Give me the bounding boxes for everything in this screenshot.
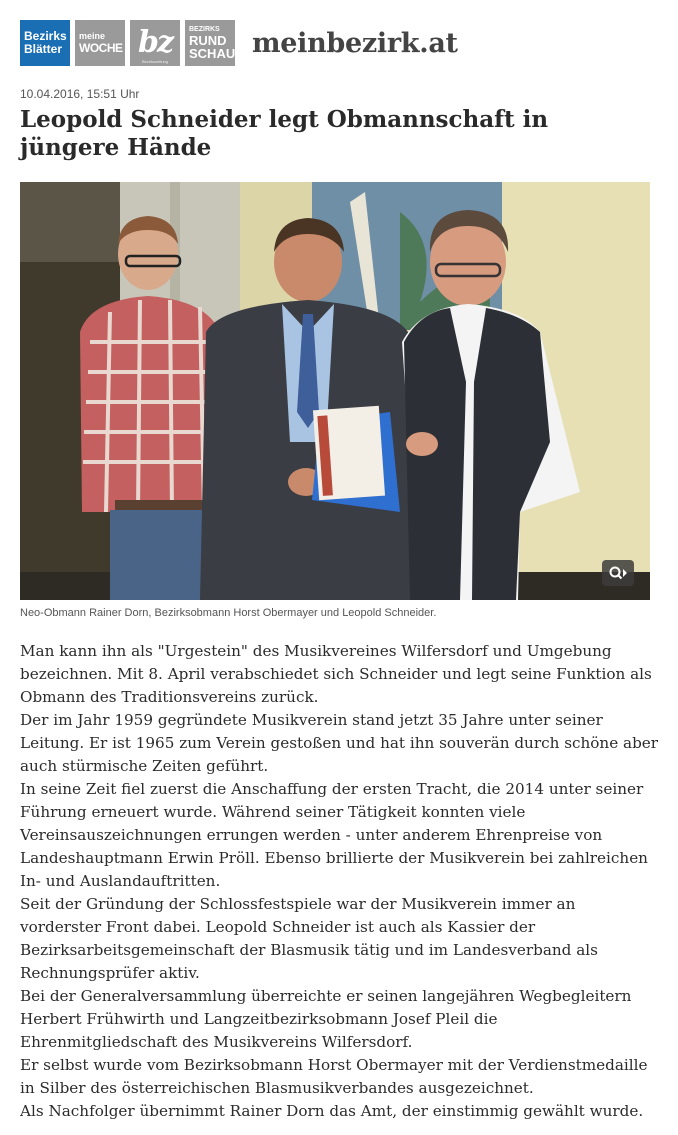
article-body-line: Man kann ihn als "Urgestein" des Musikvereines Wilfersdorf und Umgebung	[20, 642, 612, 660]
article-body-line: auch stürmische Zeiten geführt.	[20, 757, 269, 775]
article-body-line: Landeshauptmann Erwin Pröll. Ebenso brillierte der Musikverein bei zahlreichen	[20, 849, 648, 867]
rundschau-logo[interactable]	[185, 20, 235, 66]
rundschau-logo-line3: SCHAU	[189, 46, 236, 61]
bezirksblaetter-logo-line2: Blätter	[24, 42, 63, 56]
bz-logo-mark: bz	[137, 25, 172, 60]
article-body-line: Leitung. Er ist 1965 zum Verein gestoßen und hat ihn souverän durch schöne aber	[20, 734, 659, 752]
bz-logo-subtitle: Bezirkszeitung	[141, 59, 168, 64]
rundschau-logo-line1: BEZIRKS	[189, 26, 220, 33]
photo-person-left-jeans	[110, 510, 216, 600]
site-header	[20, 20, 458, 66]
article-body-line: Er selbst wurde vom Bezirksobmann Horst Obermayer mit der Verdienstmedaille	[20, 1056, 648, 1074]
magnifier-icon	[608, 565, 628, 581]
article-body-line: Ehrenmitgliedschaft des Musikvereins Wilfersdorf.	[20, 1033, 413, 1051]
article-body-line: Rechnungsprüfer aktiv.	[20, 964, 200, 982]
article-body-line: Vereinsauszeichnungen errungen werden - unter anderem Ehrenpreise von	[20, 826, 603, 844]
zoom-button[interactable]	[602, 560, 634, 586]
meinewoche-logo-line1: meine	[79, 31, 106, 41]
article-body-line: In seine Zeit fiel zuerst die Anschaffung der ersten Tracht, die 2014 unter seiner	[20, 780, 644, 798]
meinewoche-logo[interactable]	[75, 20, 125, 66]
article-body-line: In- und Auslandauftritten.	[20, 872, 221, 890]
article-date: 10.04.2016, 15:51 Uhr	[20, 87, 140, 101]
article-body-line: Bei der Generalversammlung überreichte er seinen langejähren Wegbegleitern	[20, 987, 632, 1005]
article-body-line: Seit der Gründung der Schlossfestspiele war der Musikverein immer an	[20, 895, 576, 913]
article-body	[20, 640, 660, 1123]
bz-logo[interactable]	[130, 20, 180, 66]
article-body-line: Führung erneuert wurde. Während seiner Tätigkeit konnten viele	[20, 803, 526, 821]
photo-window	[20, 182, 120, 262]
article-body-line: Obmann des Traditionsvereins zurück.	[20, 688, 319, 706]
article-body-line: Herbert Frühwirth und Langzeitbezirksobmann Josef Pleil die	[20, 1010, 498, 1028]
article-photo[interactable]	[20, 182, 650, 600]
site-name[interactable]: meinbezirk.at	[252, 27, 458, 59]
photo-caption: Neo-Obmann Rainer Dorn, Bezirksobmann Horst Obermayer und Leopold Schneider.	[20, 607, 437, 619]
photo-person-right-hand	[406, 432, 438, 456]
article-body-line: in Silber des österreichischen Blasmusikverbandes ausgezeichnet.	[20, 1079, 534, 1097]
article-body-line: bezeichnen. Mit 8. April verabschiedet sich Schneider und legt seine Funktion als	[20, 665, 652, 683]
bezirksblaetter-logo[interactable]	[20, 20, 70, 66]
photo-person-left-belt	[115, 500, 211, 510]
article-body-line: Der im Jahr 1959 gegründete Musikverein stand jetzt 35 Jahre unter seiner	[20, 711, 603, 729]
photo-illustration	[20, 182, 650, 600]
bezirksblaetter-logo-line1: Bezirks	[24, 29, 67, 43]
rundschau-logo-line2: RUND	[189, 33, 227, 48]
article-body-line: vorderster Front dabei. Leopold Schneider ist auch als Kassier der	[20, 918, 536, 936]
article-body-line: Als Nachfolger übernimmt Rainer Dorn das Amt, der einstimmig gewählt wurde.	[20, 1102, 644, 1120]
meinewoche-logo-line2: WOCHE	[79, 41, 123, 55]
article-title: Leopold Schneider legt Obmannschaft in jüngere Hände	[20, 106, 549, 161]
article-body-line: Bezirksarbeitsgemeinschaft der Blasmusik tätig und im Landesverband als	[20, 941, 598, 959]
